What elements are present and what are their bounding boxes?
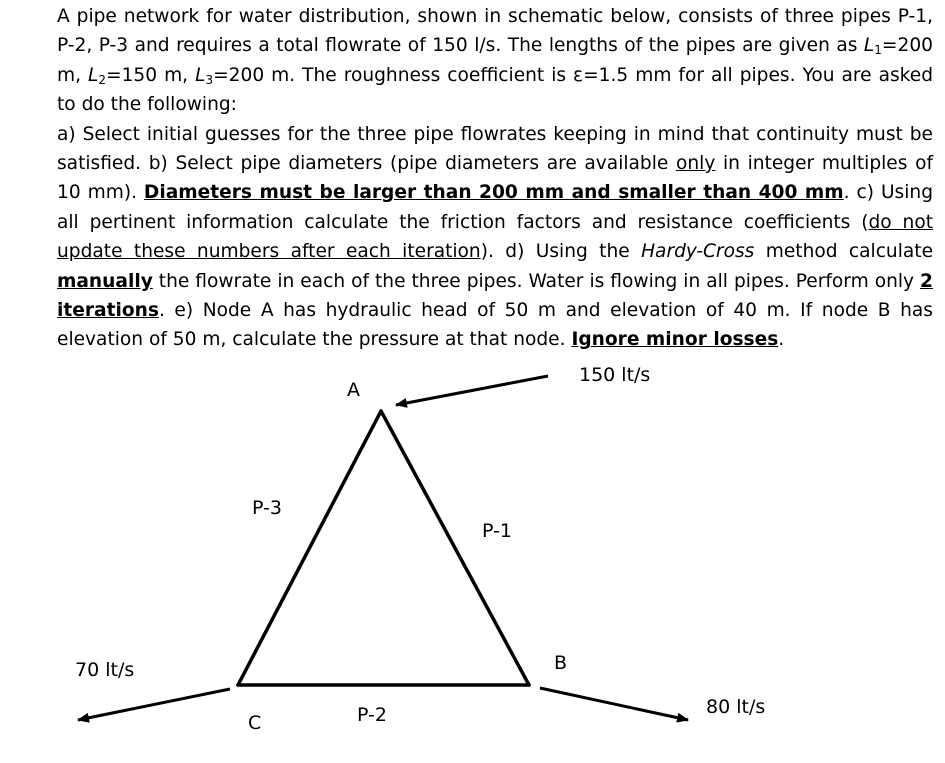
outflow-c-arrow	[78, 689, 230, 720]
diameter-constraint: Diameters must be larger than 200 mm and smaller than 400 mm	[143, 182, 844, 204]
method-text: method calculate	[754, 241, 934, 263]
outflow-b-label: 80 lt/s	[706, 696, 766, 718]
period: .	[778, 329, 785, 351]
part-a-text: a) Select initial guesses for the three pipe flowrates keeping in mind that continuity must be satisfied. b) Select pipe diameters (pipe diameters are available	[57, 123, 933, 175]
part-b-text: in integer multiples of 10 mm).	[57, 153, 934, 204]
length-3-subscript: 3	[205, 72, 214, 87]
period: .	[843, 182, 850, 204]
part-d-text: ). d) Using the	[480, 241, 642, 263]
outflow-b-arrow	[540, 688, 688, 720]
length-2-value: =150 m,	[106, 64, 196, 86]
node-c-label: C	[248, 712, 262, 734]
pipe-p3-line	[238, 411, 381, 685]
part-c-text: c) Using all pertinent information calculate the friction factors and resistance coefficients (	[57, 182, 933, 233]
pipe-p1-line	[381, 411, 529, 685]
inflow-label: 150 lt/s	[579, 364, 651, 386]
node-b-label: B	[554, 652, 568, 674]
pipe-p2-label: P-2	[357, 704, 387, 726]
two-iterations-emphasis: 2 iterations	[57, 270, 933, 322]
length-3-value: =200 m. The roughness coefficient is ε=1.5 mm for all pipes. You are asked to do the following:	[57, 64, 934, 116]
length-1-symbol: L	[863, 35, 875, 57]
pipe-p1-label: P-1	[482, 520, 512, 542]
iteration-text: the flowrate in each of the three pipes. Water is flowing in all pipes. Perform only	[152, 270, 921, 292]
length-3-symbol: L	[195, 64, 206, 86]
intro-text: A pipe network for water distribution, shown in schematic below, consists of three pipes P-1, P-2, P-3 and requires a total flowrate of 150 l/s. The lengths of the pipes are given as	[57, 6, 933, 57]
outflow-c-label: 70 lt/s	[75, 659, 135, 681]
hardy-cross-method: Hardy-Cross	[641, 241, 755, 263]
length-2-subscript: 2	[98, 72, 107, 87]
no-update-note: do not update these numbers after each iteration	[57, 211, 933, 263]
inflow-arrow	[396, 376, 548, 405]
part-e-text: . e) Node A has hydraulic head of 50 m and elevation of 40 m. If node B has elevation of 50 m, calculate the pressure at that node.	[57, 300, 933, 351]
node-a-label: A	[347, 379, 360, 401]
ignore-minor-losses: Ignore minor losses	[571, 329, 779, 351]
length-1-value: =200 m,	[57, 35, 933, 86]
only-emphasis: only	[676, 153, 716, 175]
length-2-symbol: L	[88, 64, 99, 86]
length-1-subscript: 1	[874, 43, 882, 58]
manually-emphasis: manually	[57, 270, 153, 292]
pipe-p3-label: P-3	[252, 497, 282, 519]
